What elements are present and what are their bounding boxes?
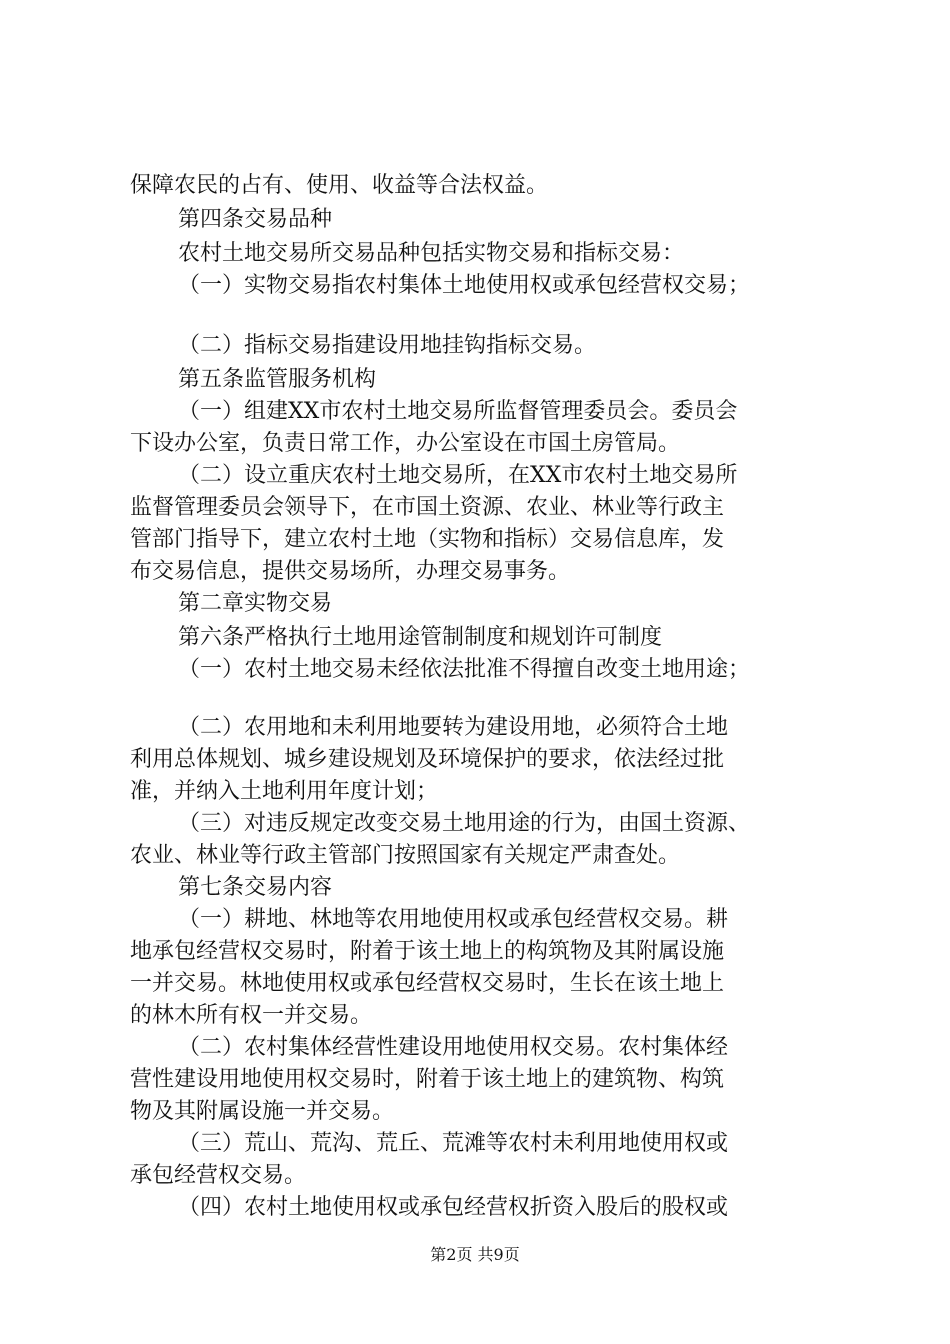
section-heading: 第六条严格执行土地用途管制制度和规划许可制度 bbox=[178, 625, 663, 650]
text-line: 准，并纳入土地利用年度计划； bbox=[130, 779, 439, 804]
list-item: （二）农村集体经营性建设用地使用权交易。农村集体经 bbox=[178, 1035, 729, 1060]
list-item: （一）组建XX市农村土地交易所监督管理委员会。委员会 bbox=[178, 399, 738, 424]
list-item: （一）农村土地交易未经依法批准不得擅自改变土地用途； bbox=[178, 657, 751, 682]
text-line: 地承包经营权交易时，附着于该土地上的构筑物及其附属设施 bbox=[130, 939, 725, 964]
text-line: 承包经营权交易。 bbox=[130, 1163, 307, 1188]
list-item: （四）农村土地使用权或承包经营权折资入股后的股权或 bbox=[178, 1195, 729, 1220]
list-item: （二）农用地和未利用地要转为建设用地，必须符合土地 bbox=[178, 715, 729, 740]
section-heading: 第七条交易内容 bbox=[178, 875, 333, 900]
text-line: 下设办公室，负责日常工作，办公室设在市国土房管局。 bbox=[130, 431, 681, 456]
list-item: （三）荒山、荒沟、荒丘、荒滩等农村未利用地使用权或 bbox=[178, 1131, 729, 1156]
text-line: 管部门指导下，建立农村土地（实物和指标）交易信息库，发 bbox=[130, 527, 725, 552]
page-number: 第2页 共9页 bbox=[430, 1245, 520, 1264]
list-item: （二）指标交易指建设用地挂钩指标交易。 bbox=[178, 333, 597, 358]
text-line: 农村土地交易所交易品种包括实物交易和指标交易： bbox=[178, 241, 685, 266]
list-item: （三）对违反规定改变交易土地用途的行为，由国土资源、 bbox=[178, 811, 751, 836]
text-line: 的林木所有权一并交易。 bbox=[130, 1003, 373, 1028]
text-line: 营性建设用地使用权交易时，附着于该土地上的建筑物、构筑 bbox=[130, 1067, 725, 1092]
text-line: 一并交易。林地使用权或承包经营权交易时，生长在该土地上 bbox=[130, 971, 725, 996]
text-line: 物及其附属设施一并交易。 bbox=[130, 1099, 395, 1124]
text-line: 布交易信息，提供交易场所，办理交易事务。 bbox=[130, 559, 571, 584]
text-line: 监督管理委员会领导下，在市国土资源、农业、林业等行政主 bbox=[130, 495, 725, 520]
section-heading: 第四条交易品种 bbox=[178, 207, 333, 232]
chapter-heading: 第二章实物交易 bbox=[178, 591, 333, 616]
text-line: 保障农民的占有、使用、收益等合法权益。 bbox=[130, 173, 549, 198]
list-item: （一）实物交易指农村集体土地使用权或承包经营权交易； bbox=[178, 273, 751, 298]
list-item: （一）耕地、林地等农用地使用权或承包经营权交易。耕 bbox=[178, 907, 729, 932]
text-line: 利用总体规划、城乡建设规划及环境保护的要求，依法经过批 bbox=[130, 747, 725, 772]
text-line: 农业、林业等行政主管部门按照国家有关规定严肃查处。 bbox=[130, 843, 681, 868]
section-heading: 第五条监管服务机构 bbox=[178, 367, 377, 392]
list-item: （二）设立重庆农村土地交易所，在XX市农村土地交易所 bbox=[178, 463, 738, 488]
